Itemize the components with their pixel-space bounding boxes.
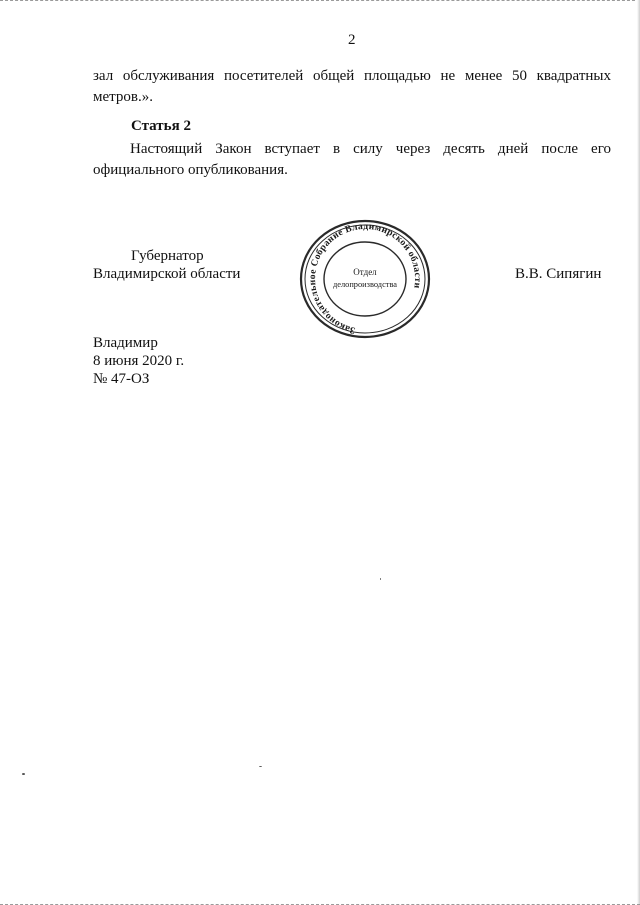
official-stamp [298, 218, 432, 340]
scan-edge-top [0, 0, 640, 3]
stamp-inner-line1: Отдел [353, 267, 377, 277]
stamp-outer-text: Законодательное Собрание Владимирской области [306, 220, 424, 336]
article-paragraph: Настоящий Закон вступает в силу через десять дней после его официального опубликования. [93, 141, 611, 178]
stamp-inner-line2: делопроизводства [332, 280, 398, 289]
continuation-paragraph: зал обслуживания посетителей общей площадью не менее 50 квадратных метров.». [93, 68, 611, 105]
date: 8 июня 2020 г. [93, 353, 185, 369]
scan-speck [259, 766, 262, 767]
scan-speck [380, 578, 381, 580]
page-number: 2 [348, 32, 356, 48]
governor-name: В.В. Сипягин [515, 266, 602, 282]
article-heading: Статья 2 [131, 118, 191, 134]
law-number: № 47-ОЗ [93, 371, 150, 387]
city: Владимир [93, 335, 158, 351]
scan-speck [22, 773, 25, 775]
governor-title: Губернатор [131, 248, 204, 264]
governor-region: Владимирской области [93, 266, 241, 282]
